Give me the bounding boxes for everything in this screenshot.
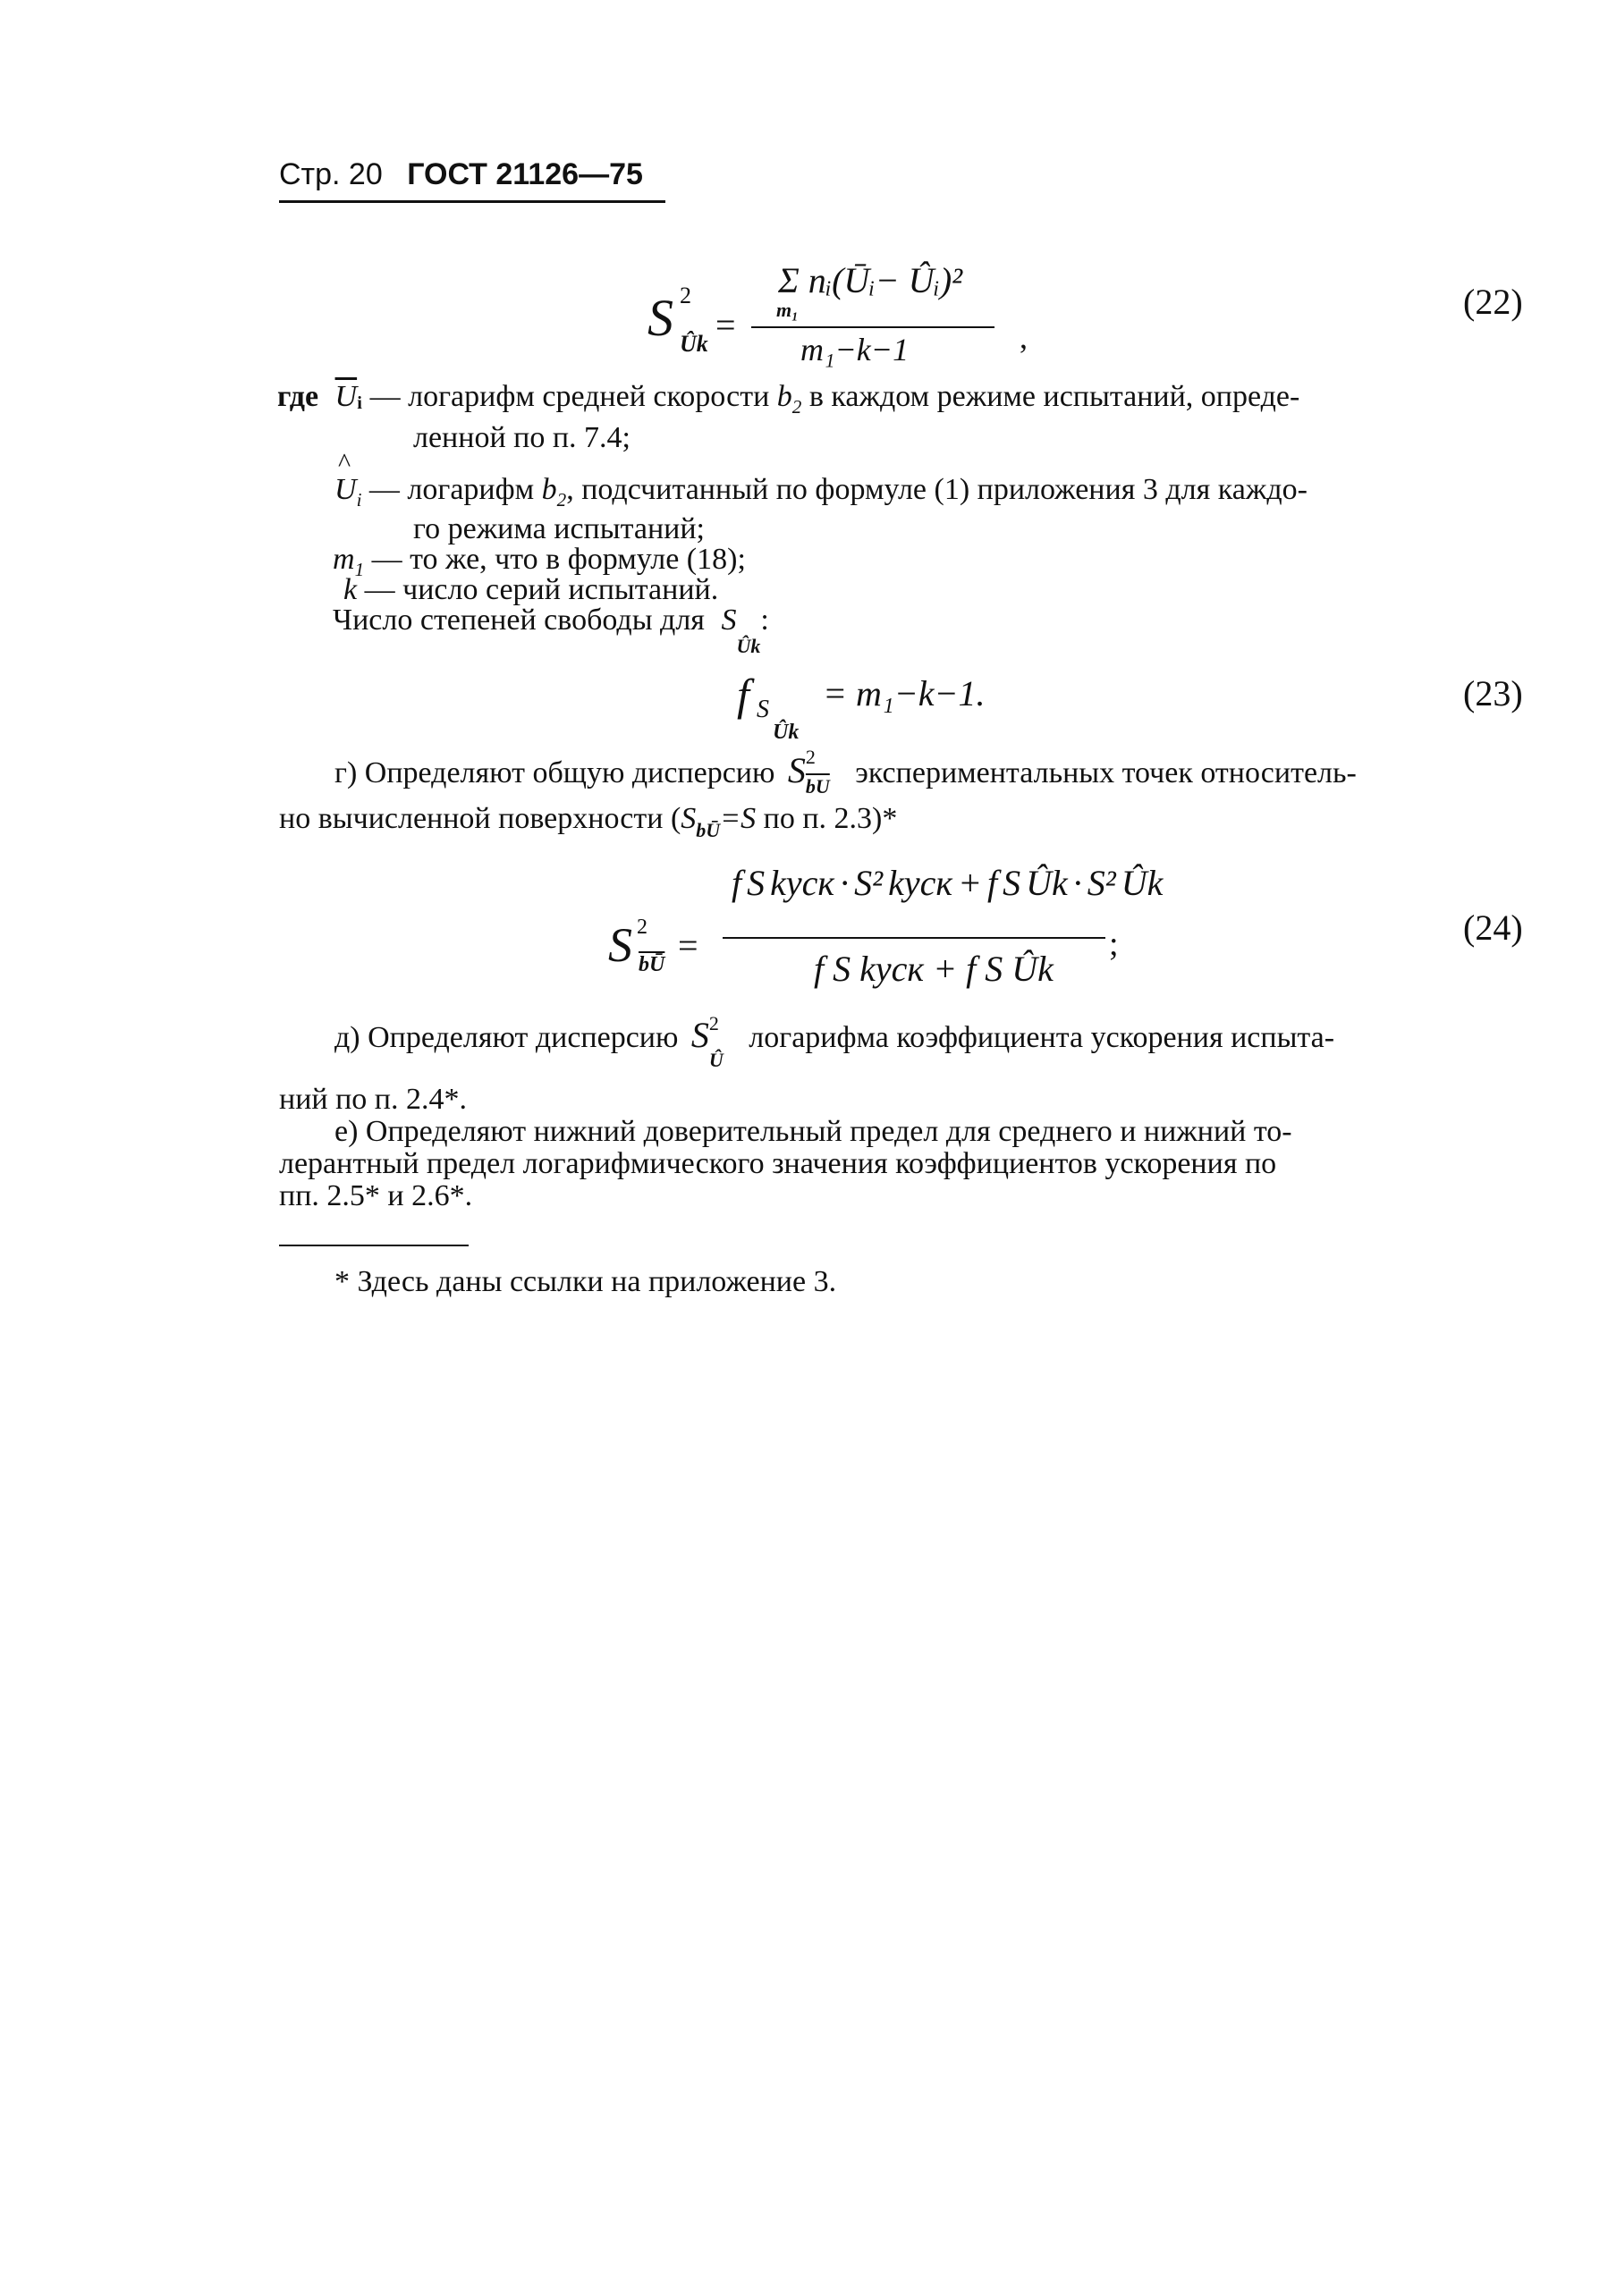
- eq24-equals: =: [678, 925, 698, 966]
- eq24-fraction-bar: [723, 937, 1105, 939]
- page-header: [279, 157, 643, 192]
- para-g-line-1: г) Определяют общую дисперсию S 2 $\overline{bU}$ экспериментальных точек относитель-: [334, 746, 1357, 798]
- eq24-number: (24): [1463, 907, 1523, 948]
- para-g-line-2: но вычисленной поверхности ($S_{bŪ}=S$ по п. 2.3)*: [279, 802, 898, 841]
- para-e-line-2: лерантный предел логарифмического значения коэффициентов ускорения по: [279, 1147, 1277, 1180]
- where-line-3: $m_1$ — то же, что в формуле (18);: [333, 543, 746, 580]
- para-e-line-1: е) Определяют нижний доверительный предел для среднего и нижний то-: [334, 1115, 1292, 1148]
- para-d-line-1: д) Определяют дисперсию S 2 Û логарифма коэффициента ускорения испыта-: [334, 1012, 1335, 1071]
- where-2-text-b: , подсчитанный по формуле (1) приложения 3 для каждо-: [566, 473, 1308, 506]
- symbol-b2: $b_2$: [776, 380, 802, 418]
- eq24-numerator: f S kуск · S² kуск + f S Ûk · S² Ûk: [732, 863, 1164, 903]
- eq22-fraction-bar: [751, 326, 994, 328]
- eq22-lhs-sub: Ûk: [680, 331, 708, 357]
- eq23-lhs-sub: S: [757, 696, 769, 723]
- document-code: ГОСТ 21126—75: [407, 157, 643, 191]
- para-g-text-1: г) Определяют общую дисперсию: [334, 756, 775, 789]
- where-line-1b: ленной по п. 7.4;: [413, 421, 631, 454]
- eq22-numerator: Σ nᵢ(Ūᵢ− Ûᵢ)²: [778, 260, 963, 300]
- eq24-lhs-sup: 2: [637, 916, 647, 939]
- header-rule: [279, 200, 665, 203]
- footnote-rule: [279, 1245, 469, 1246]
- para-d-text-1: д) Определяют дисперсию: [334, 1021, 679, 1054]
- eq22-number: (22): [1463, 282, 1523, 322]
- symbol-b2-2: $b_2$: [541, 473, 567, 511]
- eq22-equals: =: [715, 305, 736, 345]
- symbol-U-bar-i: $\overline{U}$: [334, 380, 358, 413]
- eq22-denominator: m₁−k−1: [800, 332, 910, 367]
- eq23-number: (23): [1463, 673, 1523, 713]
- eq23-lhs-subsub: Ûk: [773, 721, 800, 744]
- where-2-text: — логарифм: [368, 473, 535, 506]
- where-word: где: [277, 380, 319, 413]
- symbol-U-hat-i: ^ $U_i$: [334, 472, 361, 518]
- where-line-1: где $\overline{U}ᵢ$ — логарифм средней скорости $b_2$ в каждом режиме испытаний, опреде-: [277, 380, 1300, 418]
- eq23-lhs: f: [737, 670, 749, 720]
- page-number: Стр. 20: [279, 157, 383, 191]
- dof-text: Число степеней свободы для: [333, 604, 705, 637]
- eq24-lhs: S: [608, 918, 632, 972]
- para-e-line-3: пп. 2.5* и 2.6*.: [279, 1179, 473, 1212]
- para-g-text-3: но вычисленной поверхности (: [279, 802, 681, 835]
- eq24-lhs-sub: $\overline{bŪ}$: [639, 953, 665, 976]
- where-3-text: — то же, что в формуле (18);: [371, 543, 746, 576]
- eq24-denominator: f S kуск + f S Ûk: [814, 949, 1054, 989]
- para-d-text-2: логарифма коэффициента ускорения испыта-: [749, 1021, 1335, 1054]
- eq23-rhs: = m₁−k−1.: [823, 673, 986, 713]
- where-line-4: k — число серий испытаний.: [343, 573, 719, 606]
- para-d-line-2: ний по п. 2.4*.: [279, 1083, 467, 1116]
- where-4-text: — число серий испытаний.: [364, 573, 719, 606]
- eq24-tail: ;: [1109, 925, 1119, 963]
- para-g-text-2: экспериментальных точек относитель-: [855, 756, 1357, 789]
- eq22-lhs: S: [647, 289, 673, 347]
- where-1-text-c: в каждом режиме испытаний, опреде-: [808, 380, 1300, 413]
- where-line-2b: го режима испытаний;: [413, 512, 705, 545]
- para-g-text-4: по п. 2.3)*: [763, 802, 898, 835]
- eq22-tail: ,: [1020, 319, 1028, 355]
- eq22-numerator-sub: m₁: [776, 299, 799, 321]
- where-1-text: — логарифм средней скорости: [369, 380, 770, 413]
- footnote-text: * Здесь даны ссылки на приложение 3.: [334, 1265, 837, 1298]
- eq22-lhs-sup: 2: [680, 283, 691, 308]
- dof-line: Число степеней свободы для $S_{Ûk}$:: [333, 604, 769, 657]
